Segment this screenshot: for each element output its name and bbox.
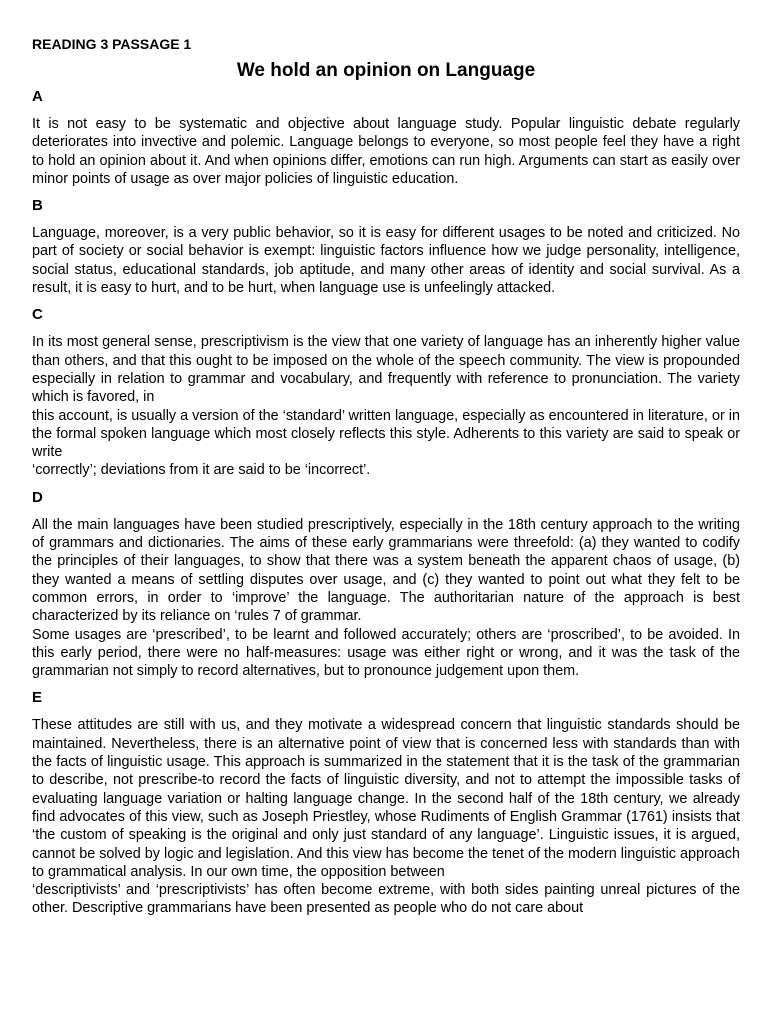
paragraph: Some usages are ‘prescribed’, to be learnt and followed accurately; others are ‘proscribed’, to be avoided. In this early period, there were no half-measures: usage was either right or wrong, and it was the task of the grammarian not simply to record alternatives, but to pronounce judgement upon them. [32,626,740,680]
section-letter: C [32,306,43,324]
paragraph: Language, moreover, is a very public behavior, so it is easy for different usages to be noted and criticized. No part of society or social behavior is exempt: linguistic factors influence how we judge personality, intelligence, social status, educational standards, job aptitude, and many other areas of identity and social survival. As a result, it is easy to hurt, and to be hurt, when language use is unfeelingly attacked. [32,225,740,297]
section-letter: D [32,488,43,506]
section-a [32,88,740,188]
section-b [32,197,740,297]
passage-title: We hold an opinion on Language [236,60,536,81]
paragraph: ‘descriptivists’ and ‘prescriptivists’ has often become extreme, with both sides painting unreal pictures of the other. Descriptive grammarians have been presented as people who do not care about [32,882,740,917]
section-letter: A [32,88,43,105]
paragraph: It is not easy to be systematic and objective about language study. Popular linguistic debate regularly deteriorates into invective and polemic. Language belongs to everyone, so most people feel they have a right to hold an opinion about it. And when opinions differ, emotions can run high. Arguments can start as easily over minor points of usage as over major policies of linguistic education. [32,116,740,187]
section-letter: E [32,689,43,707]
section-c [32,306,740,479]
section-d [32,489,740,681]
paragraph: These attitudes are still with us, and they motivate a widespread concern that linguistic standards should be maintained. Nevertheless, there is an alternative point of view that is concerned less with standards than with the facts of linguistic usage. This approach is summarized in the statement that it is the task of the grammarian to describe, not prescribe-to record the facts of linguistic diversity, and not to attempt the impossible tasks of evaluating language variation or halting language change. In the second half of the 18th century, we already find advocates of this view, such as Joseph Priestley, whose Rudiments of English Grammar (1761) insists that ‘the custom of speaking is the original and only just standard of any language’. Linguistic issues, it is argued, cannot be solved by logic and legislation. And this view has become the tenet of the modern linguistic approach to grammatical analysis. In our own time, the opposition between [32,717,740,880]
paragraph: this account, is usually a version of the ‘standard’ written language, especially as encountered in literature, or in the formal spoken language which most closely reflects this style. Adherents to this variety are said to speak or write [32,407,740,461]
section-e [32,689,740,917]
reading-header: READING 3 PASSAGE 1 [32,36,192,52]
paragraph: All the main languages have been studied prescriptively, especially in the 18th century approach to the writing of grammars and dictionaries. The aims of these early grammarians were threefold: (a) they wanted to codify the principles of their languages, to show that there was a system beneath the apparent chaos of usage, (b) they wanted a means of settling disputes over usage, and (c) they wanted to point out what they felt to be common errors, in order to ‘improve’ the language. The authoritarian nature of the approach is best characterized by its reliance on ‘rules 7 of grammar. [32,516,740,625]
section-letter: B [32,197,43,215]
paragraph: In its most general sense, prescriptivism is the view that one variety of language has an inherently higher value than others, and that this ought to be imposed on the whole of the speech community. The view is propounded especially in relation to grammar and vocabulary, and frequently with reference to pronunciation. The variety which is favored, in [32,334,740,406]
paragraph: ‘correctly’; deviations from it are said to be ‘incorrect’. [32,462,371,479]
